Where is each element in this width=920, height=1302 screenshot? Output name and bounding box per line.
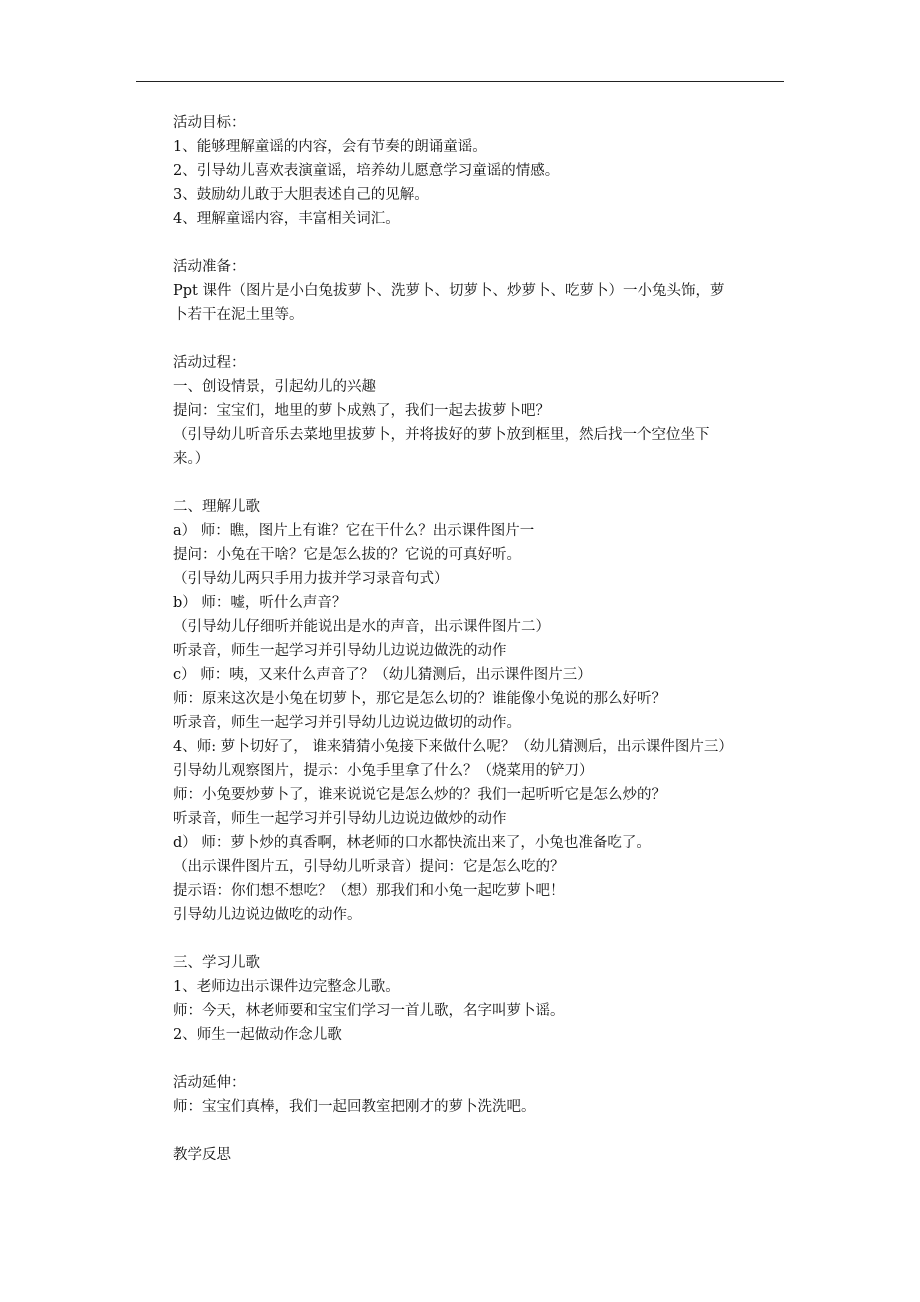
goals-heading: 活动目标： [173,115,246,131]
section2-title: 二、理解儿歌 [173,499,260,515]
goal-item: 4、理解童谣内容，丰富相关词汇。 [173,211,400,227]
section1-guide-line2: 来。） [173,451,210,467]
section2-line: d） 师：萝卜炒的真香啊，林老师的口水都快流出来了，小兔也准备吃了。 [173,835,651,851]
goal-item: 1、能够理解童谣的内容，会有节奏的朗诵童谣。 [173,139,487,155]
section3-line: 2、师生一起做动作念儿歌 [173,1027,342,1043]
preparation-heading: 活动准备： [173,259,246,275]
section3-line: 1、老师边出示课件边完整念儿歌。 [173,979,400,995]
section2-line: 提示语：你们想不想吃？（想）那我们和小兔一起吃萝卜吧！ [173,883,565,899]
header-rule [136,81,784,82]
process-heading: 活动过程： [173,355,246,371]
section3-line: 师：今天，林老师要和宝宝们学习一首儿歌，名字叫萝卜谣。 [173,1003,565,1019]
preparation-text-line1: Ppt 课件（图片是小白兔拔萝卜、洗萝卜、切萝卜、炒萝卜、吃萝卜）一小兔头饰，萝 [173,283,725,299]
goal-item: 3、鼓励幼儿敢于大胆表述自己的见解。 [173,187,429,203]
section2-line: 听录音，师生一起学习并引导幼儿边说边做洗的动作 [173,643,507,659]
section2-line: b） 师：嘘，听什么声音？ [173,595,347,611]
section2-line: 师：小兔要炒萝卜了，谁来说说它是怎么炒的？我们一起听听它是怎么炒的？ [173,787,666,803]
section2-line: 听录音，师生一起学习并引导幼儿边说边做炒的动作 [173,811,507,827]
section1-title: 一、创设情景，引起幼儿的兴趣 [173,379,376,395]
section2-line: （出示课件图片五，引导幼儿听录音）提问：它是怎么吃的？ [173,859,565,875]
section2-line: 4、师: 萝卜切好了， 谁来猜猜小兔接下来做什么呢？（幼儿猜测后，出示课件图片三） [173,739,733,755]
preparation-text-line2 [173,303,785,327]
section2-line: 听录音，师生一起学习并引导幼儿边说边做切的动作。 [173,715,521,731]
section2-line: c） 师：咦，又来什么声音了？（幼儿猜测后，出示课件图片三） [173,667,592,683]
document-body [173,111,785,1167]
section2-line: 引导幼儿观察图片，提示：小兔手里拿了什么？（烧菜用的铲刀） [173,763,594,779]
section2-line: 师：原来这次是小兔在切萝卜，那它是怎么切的？谁能像小兔说的那么好听？ [173,691,666,707]
section2-line: （引导幼儿两只手用力拔并学习录音句式） [173,571,449,587]
section3-title: 三、学习儿歌 [173,955,260,971]
section2-line: 提问：小兔在干啥？它是怎么拔的？它说的可真好听。 [173,547,521,563]
section2-line: 引导幼儿边说边做吃的动作。 [173,907,362,923]
extension-heading: 活动延伸： [173,1075,246,1091]
section1-question: 提问：宝宝们，地里的萝卜成熟了，我们一起去拔萝卜吧？ [173,403,550,419]
section2-line: a） 师：瞧，图片上有谁？它在干什么？出示课件图片一 [173,523,535,539]
section1-guide-line1: （引导幼儿听音乐去菜地里拔萝卜，并将拔好的萝卜放到框里，然后找一个空位坐下 [173,427,710,443]
reflection-heading: 教学反思 [173,1147,231,1163]
extension-text: 师：宝宝们真棒，我们一起回教室把刚才的萝卜洗洗吧。 [173,1099,536,1115]
goal-item: 2、引导幼儿喜欢表演童谣，培养幼儿愿意学习童谣的情感。 [173,163,560,179]
preparation-text-line2-span: 卜若干在泥土里等。 [173,307,304,323]
section2-line: （引导幼儿仔细听并能说出是水的声音，出示课件图片二） [173,619,550,635]
